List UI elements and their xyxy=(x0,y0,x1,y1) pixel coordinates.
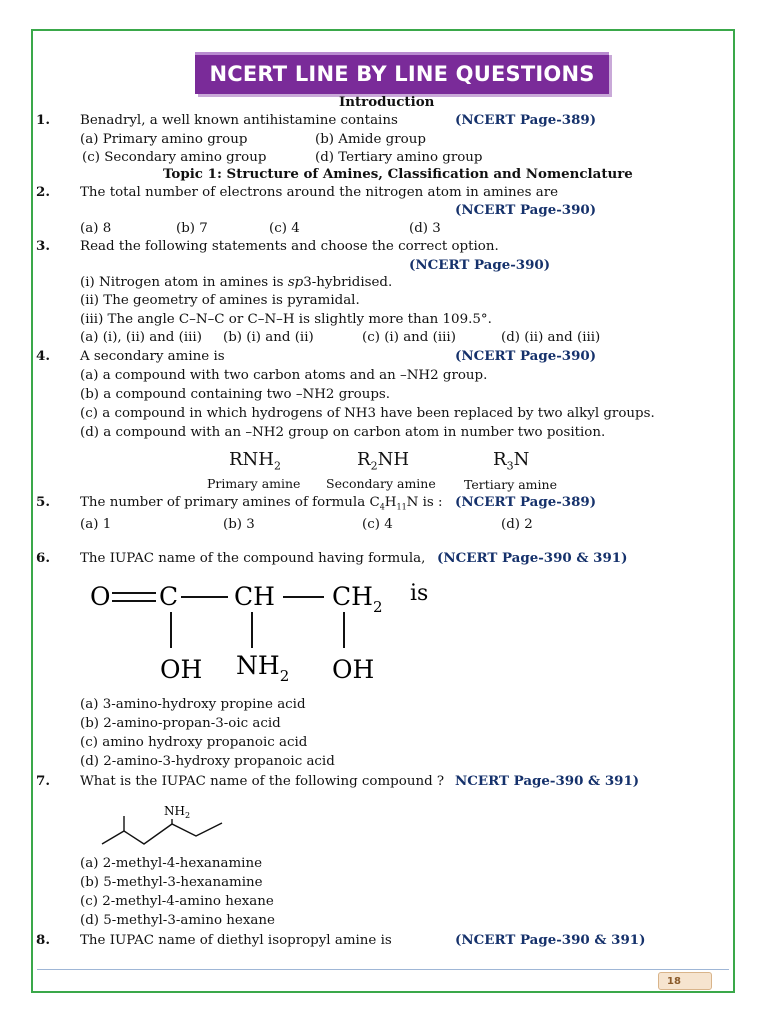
primary-amine-formula: $RNH_2$ xyxy=(229,449,281,473)
hydroxyl-1: OH xyxy=(160,655,203,684)
tertiary-amine-formula: $R_3N$ xyxy=(493,449,530,473)
q6-option-d: (d) 2-amino-3-hydroxy propanoic acid xyxy=(80,754,335,769)
ch2-group: $CH_2$ xyxy=(332,582,383,616)
hydroxyl-2: OH xyxy=(332,655,375,684)
ch-group: CH xyxy=(234,582,275,611)
secondary-amine-label: Secondary amine xyxy=(326,476,436,491)
q6-ref: (NCERT Page-390 & 391) xyxy=(437,550,628,566)
q2-ref: (NCERT Page-390) xyxy=(455,202,597,218)
q1-number: 1. xyxy=(36,112,50,128)
primary-amine-label: Primary amine xyxy=(207,476,301,491)
q4-option-a: (a) a compound with two carbon atoms and an –NH2 group. xyxy=(80,368,488,383)
tertiary-amine-label: Tertiary amine xyxy=(464,477,557,492)
q3-option-c: (c) (i) and (iii) xyxy=(362,330,456,345)
q2-option-a: (a) 8 xyxy=(80,221,112,236)
q1-option-b: (b) Amide group xyxy=(315,132,426,147)
q6-number: 6. xyxy=(36,550,50,566)
q8-ref: (NCERT Page-390 & 391) xyxy=(455,932,646,948)
q3-option-b: (b) (i) and (ii) xyxy=(223,330,314,345)
q2-number: 2. xyxy=(36,184,50,200)
q5-text: The number of primary amines of formula $C_4H_{11}N$ is : xyxy=(80,495,443,512)
q5-option-a: (a) 1 xyxy=(80,517,112,532)
page-number: 18 xyxy=(658,972,712,990)
q4-text: A secondary amine is xyxy=(80,349,225,364)
q6-option-c: (c) amino hydroxy propanoic acid xyxy=(80,735,308,750)
q1-ref: (NCERT Page-389) xyxy=(455,112,597,128)
q7-structure xyxy=(100,800,230,852)
q3-statement-2: (ii) The geometry of amines is pyramidal. xyxy=(80,293,360,308)
q4-option-d: (d) a compound with an –NH2 group on carbon atom in number two position. xyxy=(80,425,606,440)
q7-number: 7. xyxy=(36,773,50,789)
q6-text: The IUPAC name of the compound having formula, xyxy=(80,551,426,566)
q3-number: 3. xyxy=(36,238,50,254)
q6-option-b: (b) 2-amino-propan-3-oic acid xyxy=(80,716,281,731)
q2-option-d: (d) 3 xyxy=(409,221,441,236)
q4-number: 4. xyxy=(36,348,50,364)
q2-option-b: (b) 7 xyxy=(176,221,208,236)
q4-option-c: (c) a compound in which hydrogens of NH3 have been replaced by two alkyl groups. xyxy=(80,406,655,421)
q3-ref: (NCERT Page-390) xyxy=(409,257,551,273)
topic-heading: Topic 1: Structure of Amines, Classification and Nomenclature xyxy=(163,166,633,182)
q7-text: What is the IUPAC name of the following compound ? xyxy=(80,774,445,789)
q2-text: The total number of electrons around the nitrogen atom in amines are xyxy=(80,185,559,200)
q1-option-c: (c) Secondary amino group xyxy=(82,150,267,165)
carbon-atom: C xyxy=(159,582,179,611)
q4-option-b: (b) a compound containing two –NH2 groups. xyxy=(80,387,391,402)
q7-amino-label: $NH_2$ xyxy=(164,804,191,820)
q6-structure xyxy=(80,572,460,690)
section-heading: Introduction xyxy=(339,94,435,110)
q2-option-c: (c) 4 xyxy=(269,221,300,236)
q5-option-d: (d) 2 xyxy=(501,517,533,532)
q1-text: Benadryl, a well known antihistamine contains xyxy=(80,113,398,128)
secondary-amine-formula: $R_2NH$ xyxy=(357,449,410,473)
q4-ref: (NCERT Page-390) xyxy=(455,348,597,364)
q3-statement-1: (i) Nitrogen atom in amines is sp3-hybridised. xyxy=(80,275,393,290)
q3-option-d: (d) (ii) and (iii) xyxy=(501,330,601,345)
q3-option-a: (a) (i), (ii) and (iii) xyxy=(80,330,202,345)
page-title: NCERT LINE BY LINE QUESTIONS xyxy=(195,52,609,94)
q6-option-a: (a) 3-amino-hydroxy propine acid xyxy=(80,697,306,712)
q7-option-b: (b) 5-methyl-3-hexanamine xyxy=(80,875,263,890)
footer-divider xyxy=(37,969,729,970)
q7-option-c: (c) 2-methyl-4-amino hexane xyxy=(80,894,274,909)
amino-group: $NH_2$ xyxy=(236,651,290,685)
q8-number: 8. xyxy=(36,932,50,948)
carbon-chain xyxy=(102,823,222,844)
q3-statement-3: (iii) The angle C–N–C or C–N–H is slightly more than 109.5°. xyxy=(80,312,492,327)
oxygen-atom: O xyxy=(90,582,111,611)
q7-option-a: (a) 2-methyl-4-hexanamine xyxy=(80,856,262,871)
q5-number: 5. xyxy=(36,494,50,510)
q3-text: Read the following statements and choose the correct option. xyxy=(80,239,499,254)
q7-ref: NCERT Page-390 & 391) xyxy=(455,773,640,789)
q5-option-b: (b) 3 xyxy=(223,517,255,532)
q1-option-d: (d) Tertiary amino group xyxy=(315,150,483,165)
q5-option-c: (c) 4 xyxy=(362,517,393,532)
q7-option-d: (d) 5-methyl-3-amino hexane xyxy=(80,913,275,928)
q5-ref: (NCERT Page-389) xyxy=(455,494,597,510)
is-label: is xyxy=(410,581,429,606)
q8-text: The IUPAC name of diethyl isopropyl amine is xyxy=(80,933,392,948)
q1-option-a: (a) Primary amino group xyxy=(80,132,248,147)
